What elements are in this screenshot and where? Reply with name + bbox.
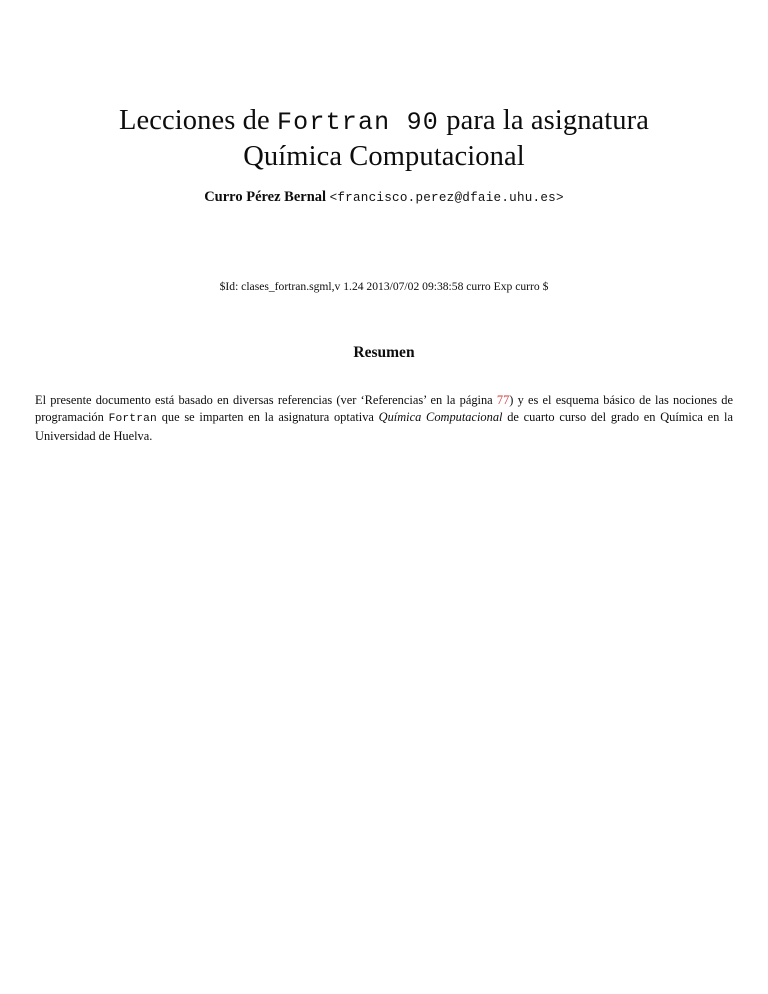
title-block (0, 104, 768, 174)
page-title (0, 104, 768, 174)
abstract-italic-term: Química Computacional (378, 409, 503, 424)
title-language-name: Fortran 90 (276, 108, 439, 137)
abstract-text-part3: que se imparten en la asignatura optativa (156, 409, 379, 424)
page-reference-link[interactable]: 77 (496, 393, 510, 408)
abstract-mono-term: Fortran (108, 412, 157, 425)
author-line (0, 188, 768, 207)
author-name: Curro Pérez Bernal (204, 189, 327, 205)
title-suffix: para la asignatura (439, 105, 649, 136)
abstract-heading: Resumen (353, 344, 415, 361)
abstract-text-part4: de cuarto curso del grado en Química en la Universidad de Huelva. (35, 409, 734, 443)
title-subject: Química Computacional (243, 141, 525, 172)
abstract-text-part1: El presente documento está basado en diversas referencias (ver ‘Referencias’ en la página (35, 393, 497, 408)
abstract-body (35, 392, 733, 444)
title-prefix: Lecciones de (119, 105, 277, 136)
author-email[interactable]: <francisco.perez@dfaie.uhu.es> (329, 191, 564, 205)
abstract-text-part2: ) y es el esquema básico de las nociones de programación (35, 393, 733, 424)
revision-id-line: $Id: clases_fortran.sgml,v 1.24 2013/07/02 09:38:58 curro Exp curro $ (219, 280, 549, 293)
